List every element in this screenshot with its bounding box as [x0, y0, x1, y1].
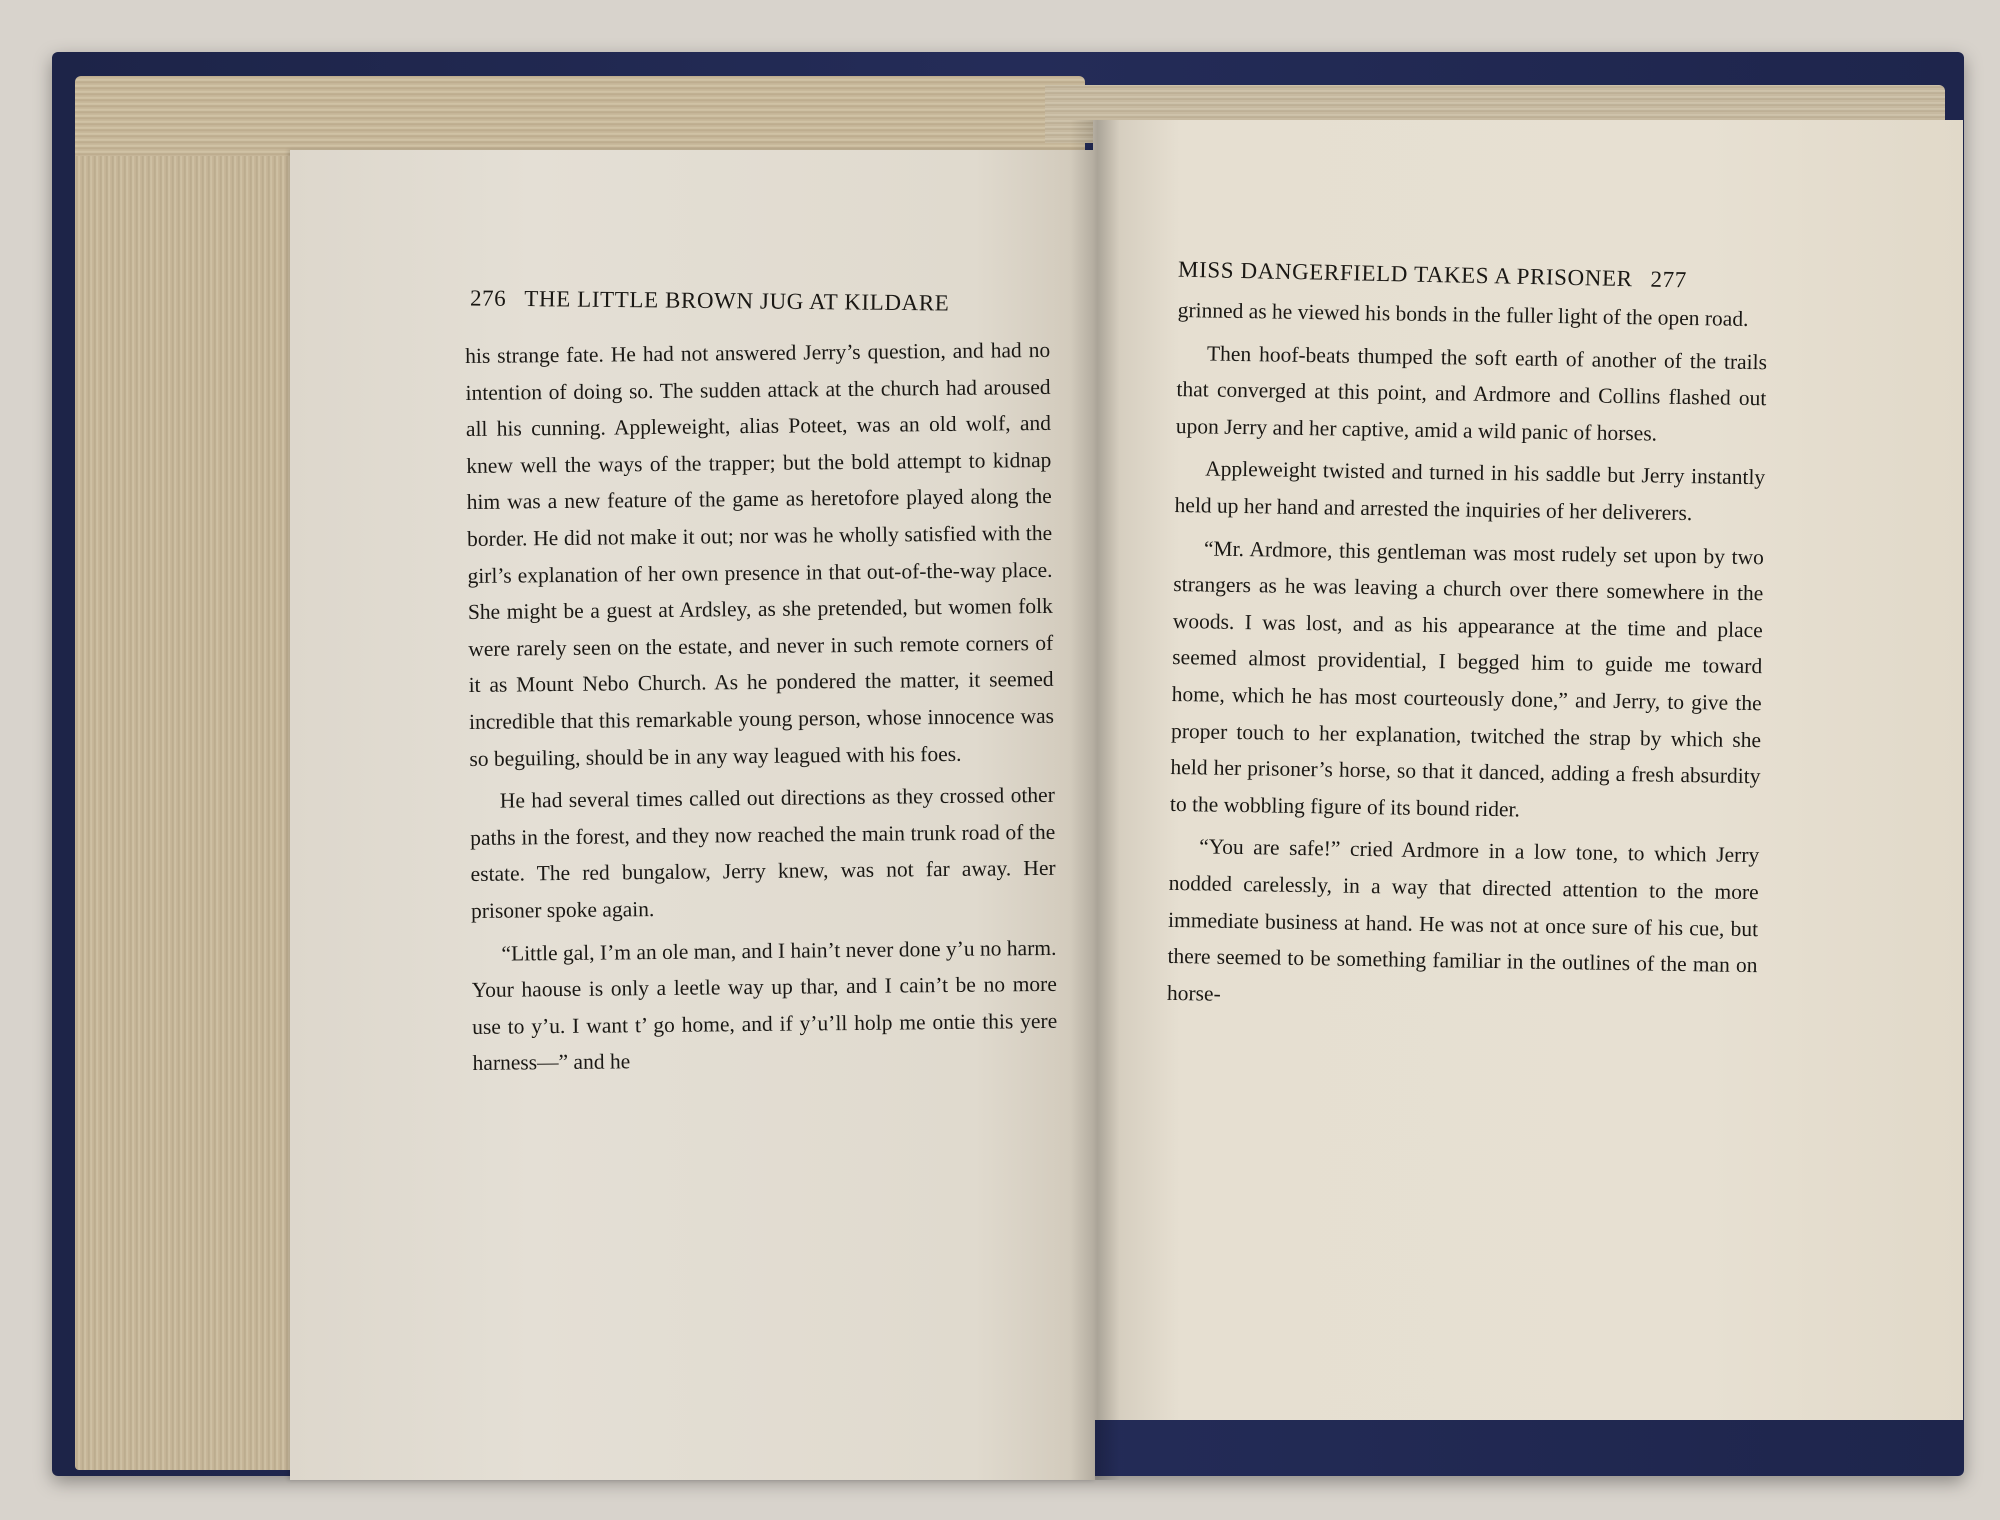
page-edges-top-left	[75, 76, 1085, 156]
left-page-number: 276	[469, 285, 507, 311]
left-body-text	[465, 332, 1058, 1082]
paragraph: Then hoof-beats thumped the soft earth of another of the trails that converged at this point, and Ardmore and Collins flashed out upon Jerry and her captive, amid a wild panic of horses.	[1175, 341, 1768, 446]
paragraph: “You are safe!” cried Ardmore in a low tone, to which Jerry nodded carelessly, in a way that directed attention to the more immediate business at hand. He was not at once sure of his cue, but there seemed to be something familiar in the outlines of the man on horse-	[1166, 834, 1760, 1006]
right-page	[1093, 120, 1963, 1420]
paragraph: “Mr. Ardmore, this gentleman was most rudely set upon by two strangers as he was leaving a church over there somewhere in the woods. I was lost, and as his appearance at the time and place seemed almost providential, I begged him to guide me toward home, which he has most courteously done,” and Jerry, to give the proper touch to her explanation, twitched the strap by which she held her prisoner’s horse, so that it danced, adding a fresh absurdity to the wobbling figure of its bound rider.	[1169, 536, 1765, 822]
paragraph: He had several times called out directions as they crossed other paths in the forest, and they now reached the main trunk road of the estate. The red bungalow, Jerry knew, was not far away. Her prisoner spoke again.	[470, 782, 1056, 923]
right-running-head	[1178, 257, 1687, 294]
page-edges-left	[75, 80, 315, 1470]
right-page-number: 277	[1650, 266, 1688, 293]
paragraph: “Little gal, I’m an ole man, and I hain’t never done y’u no harm. Your haouse is only a leetle way up thar, and I cain’t be no more use to y’u. I want t’ go home, and if y’u’ll holp me ontie this yere harness—” and he	[471, 935, 1058, 1076]
right-body-text	[1167, 292, 1768, 1020]
paragraph: Appleweight twisted and turned in his saddle but Jerry instantly held up her hand and arrested the inquiries of her deliverers.	[1174, 456, 1766, 526]
left-page	[290, 150, 1095, 1480]
left-running-head	[470, 285, 950, 316]
spine-gutter	[1070, 120, 1120, 1480]
left-running-head-title: THE LITTLE BROWN JUG AT KILDARE	[524, 286, 950, 316]
paragraph: his strange fate. He had not answered Jerry’s question, and had no intention of doing so. The sudden attack at the church had aroused all his cunning. Appleweight, alias Poteet, was an old wolf, and knew well the ways of the trapper; but the bold attempt to kidnap him was a new feature of the game as heretofore played along the border. He did not make it out; nor was he wholly satisfied with the girl’s explanation of her own presence in that out-of-the-way place. She might be a guest at Ardsley, as she pretended, but women folk were rarely seen on the estate, and never in such remote corners of it as Mount Nebo Church. As he pondered the matter, it seemed incredible that this remarkable young person, whose innocence was so beguiling, should be in any way leagued with his foes.	[465, 337, 1055, 771]
paragraph: grinned as he viewed his bonds in the fuller light of the open road.	[1177, 297, 1749, 331]
right-running-head-title: MISS DANGERFIELD TAKES A PRISONER	[1177, 256, 1633, 292]
